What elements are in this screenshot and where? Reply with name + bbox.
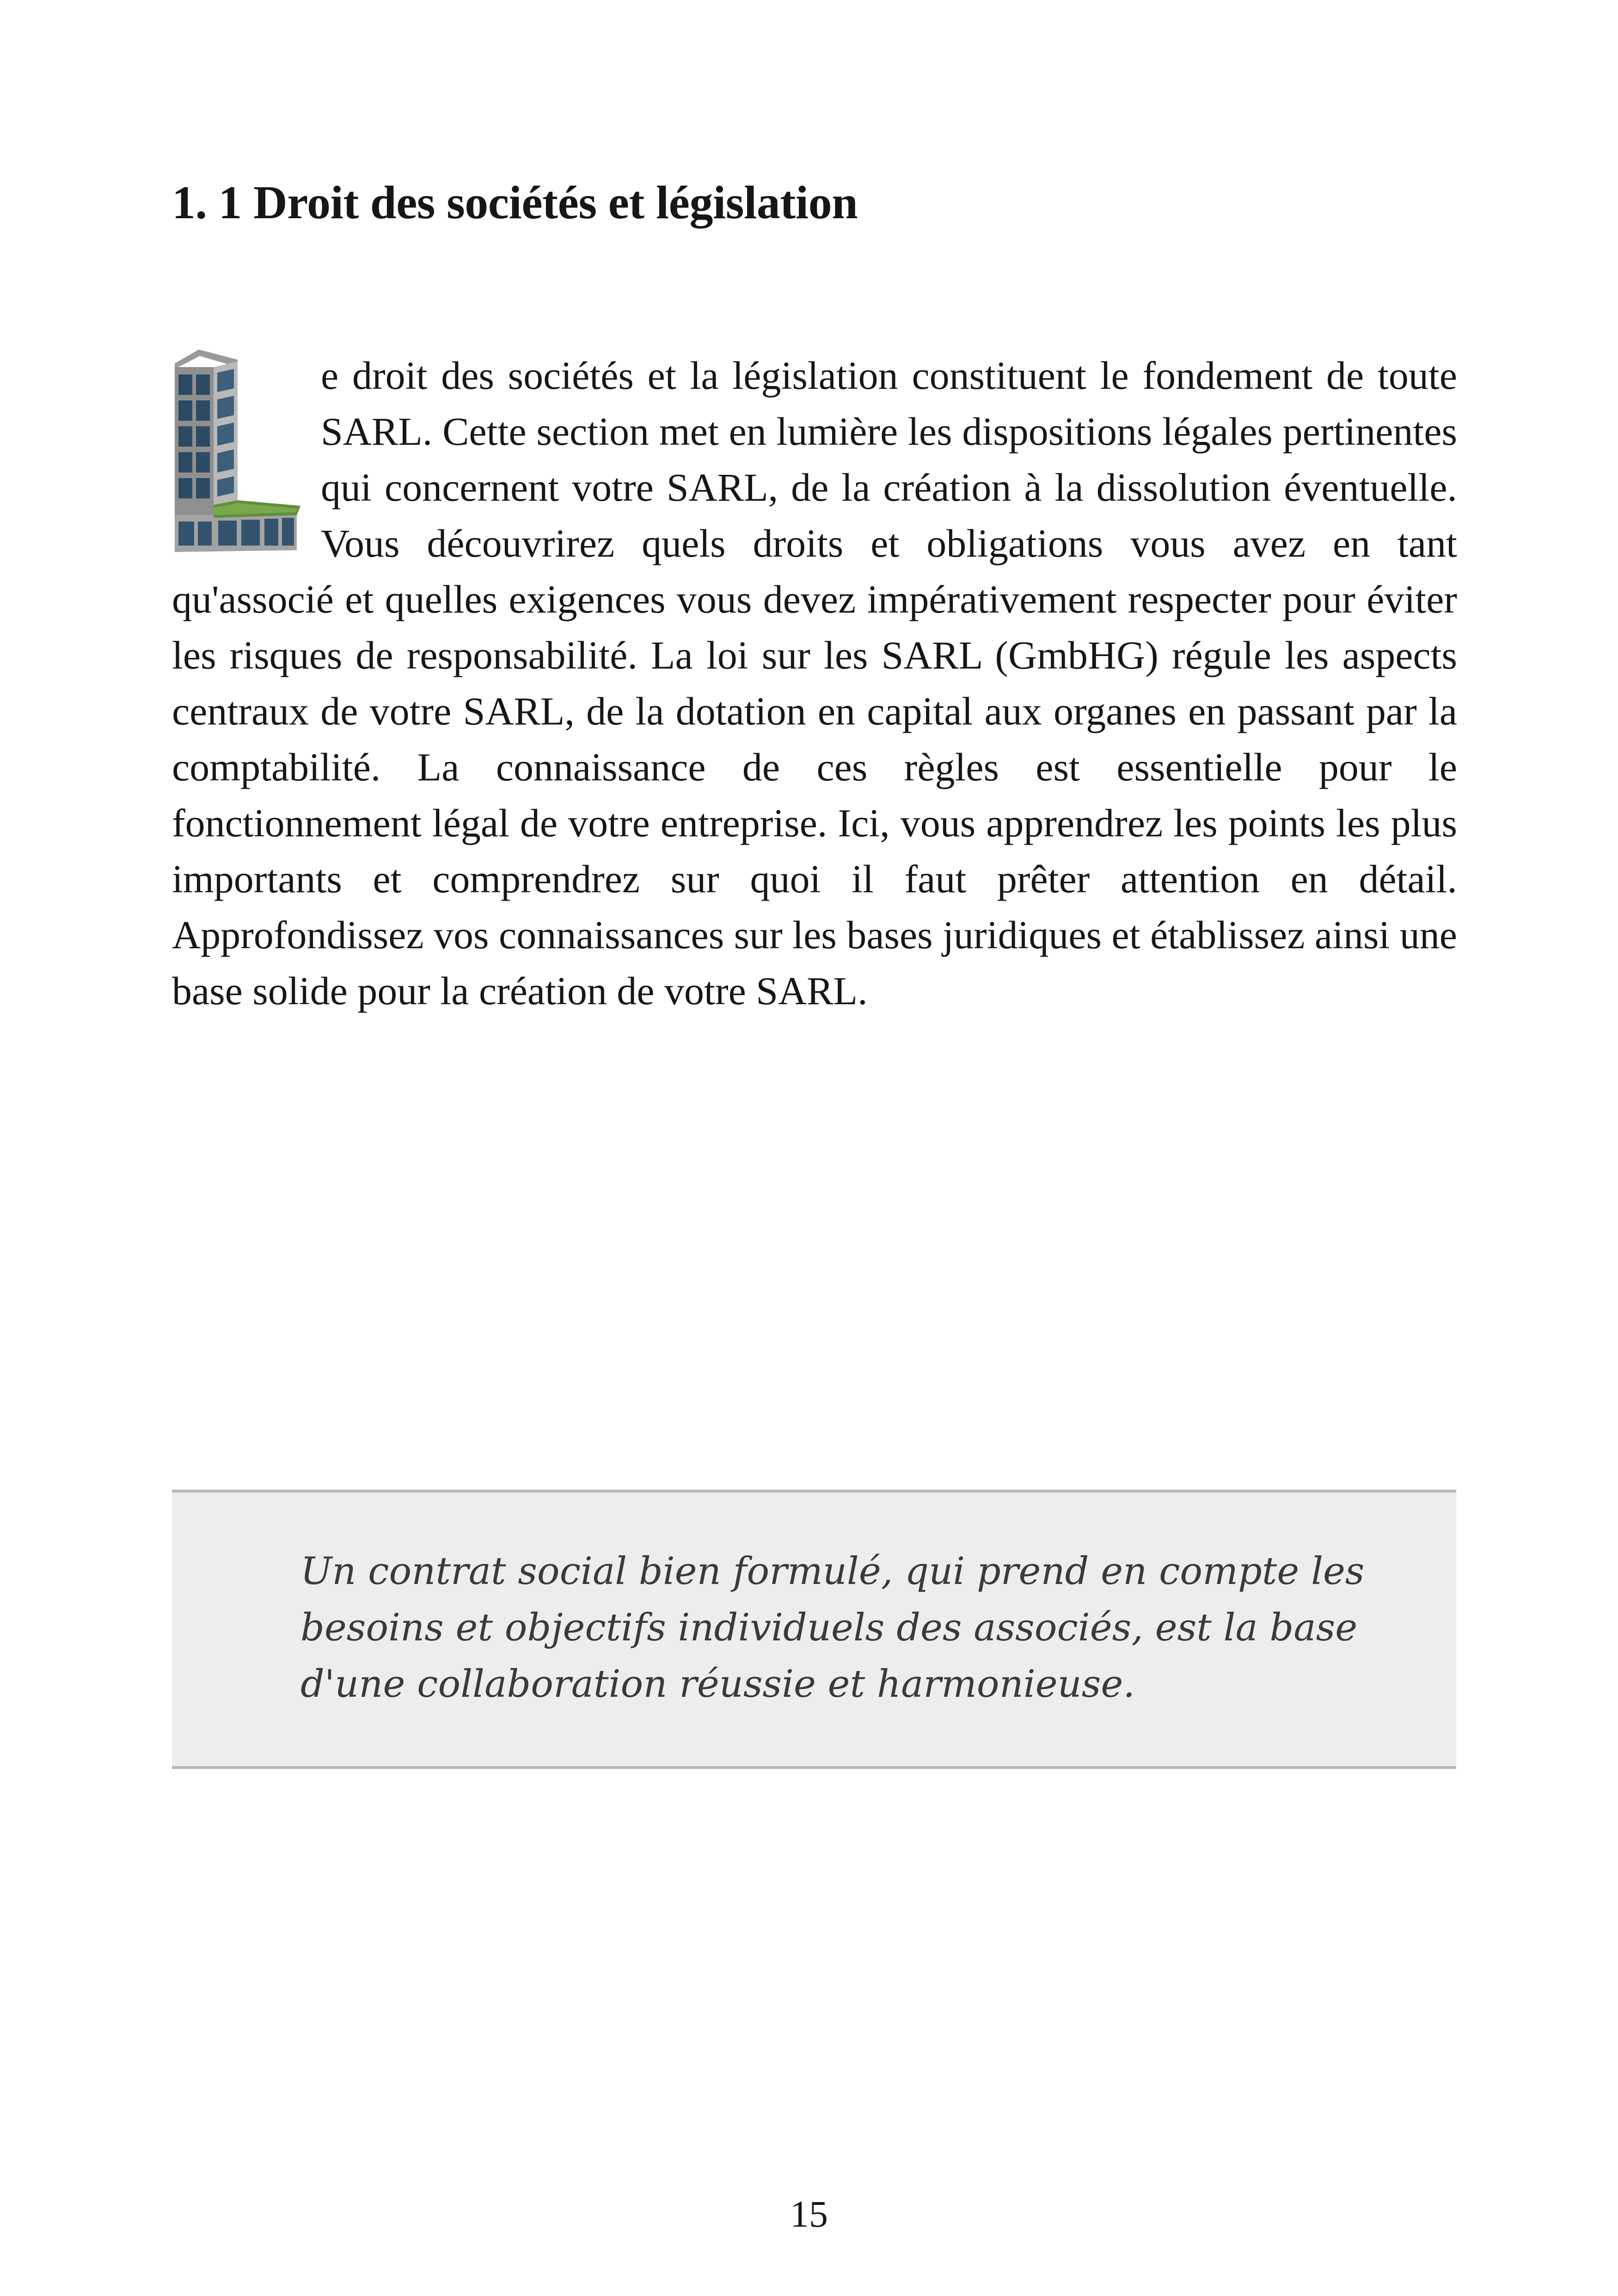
page-number: 15 xyxy=(790,2193,828,2235)
quote-box xyxy=(172,1490,1456,1769)
quote-text: Un contrat social bien formulé, qui prend en compte les besoins et objectifs individuels des associés, est la base d'une collaboration réussie et harmonieuse. xyxy=(300,1550,1365,1706)
body-text: e droit des sociétés et la législation constituent le fondement de toute SARL. Cette section met en lumière les dispositions légales pertinentes qui concernent votre SARL, de la création à la dissolution éventuelle. Vous découvrirez quels droits et obligations vous avez en tant qu'associé et quelles exigences vous devez impérativement respecter pour éviter les risques de responsabilité. La loi sur les SARL (GmbHG) régule les aspects centraux de votre SARL, de la dotation en capital aux organes en passant par la comptabilité. La connaissance de ces règles est essentielle pour le fonctionnement légal de votre entreprise. Ici, vous apprendrez les points les plus importants et comprendrez sur quoi il faut prêter attention en détail. Approfondissez vos connaissances sur les bases juridiques et établissez ainsi une base solide pour la création de votre SARL. xyxy=(172,353,1458,1013)
building-letter-l-icon xyxy=(172,349,301,554)
body-paragraph xyxy=(172,348,1457,1019)
section-heading: 1. 1 Droit des sociétés et législation xyxy=(172,177,858,229)
